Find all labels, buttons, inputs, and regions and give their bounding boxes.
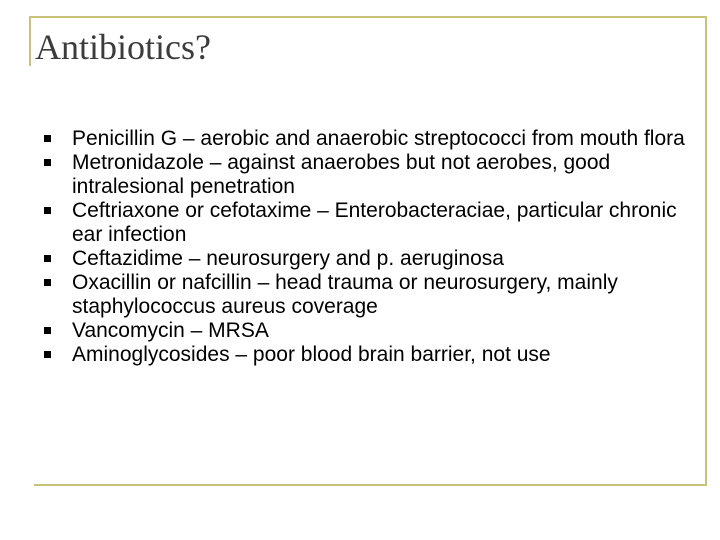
bullet-text: Penicillin G – aerobic and anaerobic streptococci from mouth flora — [72, 127, 685, 150]
bullet-item — [42, 151, 702, 199]
frame-bottom-line — [34, 484, 707, 486]
bullet-item — [42, 319, 702, 343]
frame-left-line — [29, 16, 31, 66]
bullet-text: Metronidazole – against anaerobes but not aerobes, good intralesional penetration — [72, 151, 611, 198]
bullet-item — [42, 343, 702, 367]
square-bullet-icon — [44, 279, 51, 286]
frame-top-line — [29, 16, 707, 18]
frame-right-line — [705, 16, 707, 486]
square-bullet-icon — [44, 327, 51, 334]
bullet-list — [42, 127, 702, 367]
square-bullet-icon — [44, 255, 51, 262]
bullet-item — [42, 247, 702, 271]
slide-title: Antibiotics? — [35, 27, 211, 67]
square-bullet-icon — [44, 207, 51, 214]
bullet-item — [42, 127, 702, 151]
bullet-item — [42, 199, 702, 247]
bullet-text: Vancomycin – MRSA — [72, 319, 269, 342]
bullet-text: Ceftazidime – neurosurgery and p. aeruginosa — [72, 247, 504, 270]
square-bullet-icon — [44, 351, 51, 358]
bullet-text: Oxacillin or nafcillin – head trauma or neurosurgery, mainly staphylococcus aureus coverage — [72, 271, 618, 318]
square-bullet-icon — [44, 159, 51, 166]
square-bullet-icon — [44, 135, 51, 142]
bullet-text: Ceftriaxone or cefotaxime – Enterobacteraciae, particular chronic ear infection — [72, 199, 677, 246]
bullet-text: Aminoglycosides – poor blood brain barrier, not use — [72, 343, 551, 366]
bullet-item — [42, 271, 702, 319]
